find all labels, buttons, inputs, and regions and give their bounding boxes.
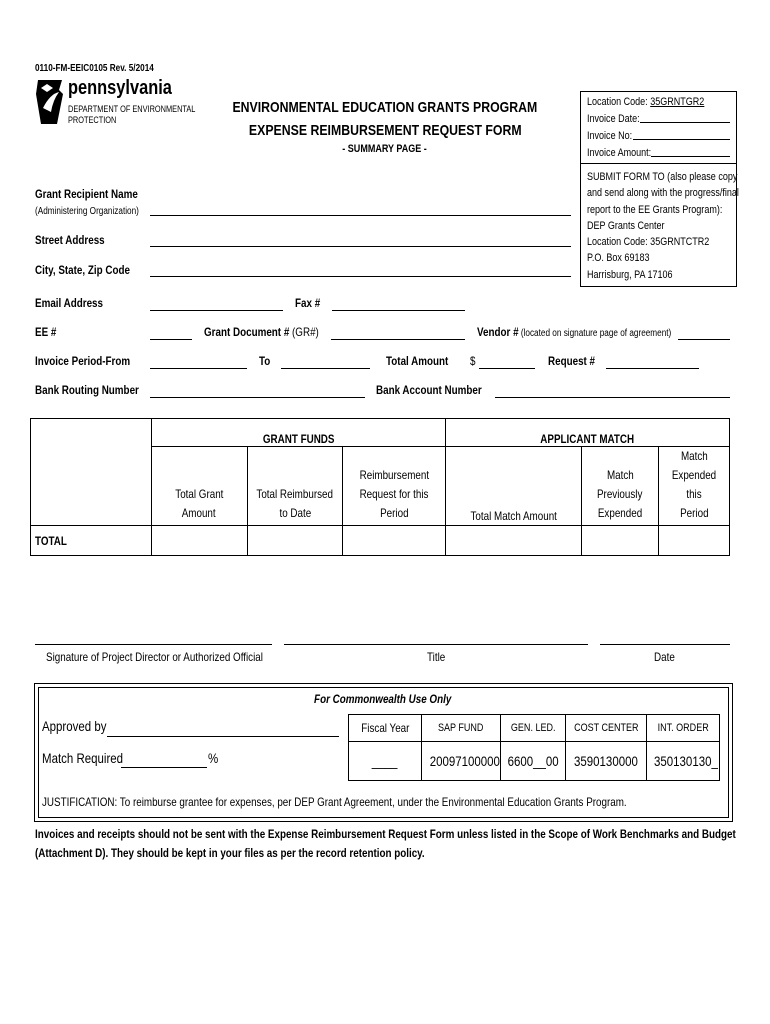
total-amount-field[interactable] — [479, 368, 535, 369]
commonwealth-heading: For Commonwealth Use Only — [313, 692, 452, 706]
fiscal-year-value[interactable]: ____ — [348, 741, 422, 781]
total-grant-cell[interactable] — [151, 526, 247, 556]
reimbursement-request-cell[interactable] — [343, 526, 446, 556]
grant-document-label: Grant Document # (GR#) — [204, 325, 319, 339]
email-label: Email Address — [35, 296, 103, 310]
grant-recipient-field[interactable] — [150, 215, 571, 216]
cost-center-header: COST CENTER — [565, 714, 647, 742]
match-expended-period-header: Match Expended this Period — [659, 447, 730, 526]
percent-sign: % — [208, 750, 219, 766]
grant-recipient-label: Grant Recipient Name — [35, 187, 138, 201]
invoice-amount-field[interactable] — [651, 156, 730, 157]
form-code: 0110-FM-EEIC0105 Rev. 5/2014 — [35, 63, 154, 74]
total-reimbursed-header: Total Reimbursed to Date — [247, 447, 343, 526]
fiscal-year-header: Fiscal Year — [348, 714, 422, 742]
int-order-value: 350130130_ — [646, 741, 720, 781]
city-state-zip-label: City, State, Zip Code — [35, 263, 130, 277]
match-previously-expended-header: Match Previously Expended — [582, 447, 659, 526]
approved-by-field[interactable] — [107, 736, 339, 737]
footer-note: Invoices and receipts should not be sent with the Expense Reimbursement Request Form unless listed in the Scope of Work Benchmarks and Budget (Attachment D). They should be kept in your files as per the record retention policy. — [35, 827, 736, 860]
invoice-period-to-label: To — [259, 354, 271, 368]
invoice-date-field[interactable] — [640, 122, 730, 123]
sap-fund-value: 20097100000 — [421, 741, 501, 781]
grant-recipient-sublabel: (Administering Organization) — [35, 206, 139, 217]
bank-routing-field[interactable] — [150, 397, 365, 398]
invoice-date-label: Invoice Date: — [587, 113, 640, 125]
signature-field[interactable] — [35, 644, 272, 645]
applicant-match-header: APPLICANT MATCH — [446, 419, 730, 447]
invoice-period-from-label: Invoice Period-From — [35, 354, 131, 368]
invoice-info: Location Code: 35GRNTGR2 Invoice Date: Invoice No: Invoice Amount: — [587, 94, 730, 162]
bank-account-field[interactable] — [495, 397, 730, 398]
location-code-value: 35GRNTGR2 — [650, 96, 705, 108]
email-field[interactable] — [150, 310, 283, 311]
grant-funds-header: GRANT FUNDS — [151, 419, 446, 447]
logo-wordmark: pennsylvania — [68, 77, 172, 99]
gen-led-header: GEN. LED. — [500, 714, 566, 742]
signature-label: Signature of Project Director or Authorized Official — [46, 650, 263, 664]
gen-led-value: 6600__00 — [500, 741, 566, 781]
match-previously-expended-cell[interactable] — [582, 526, 659, 556]
logo-department: DEPARTMENT OF ENVIRONMENTAL PROTECTION — [68, 104, 196, 125]
fax-field[interactable] — [332, 310, 465, 311]
request-number-label: Request # — [548, 354, 596, 368]
street-address-field[interactable] — [150, 246, 571, 247]
invoice-amount-label: Invoice Amount: — [587, 147, 652, 159]
date-field[interactable] — [600, 644, 730, 645]
pennsylvania-keystone-logo-icon — [35, 78, 65, 126]
total-amount-label: Total Amount — [386, 354, 449, 368]
invoice-period-from-field[interactable] — [150, 368, 247, 369]
street-address-label: Street Address — [35, 233, 105, 247]
vendor-label: Vendor # (located on signature page of agreement) — [477, 325, 672, 339]
ee-number-label: EE # — [35, 325, 57, 339]
invoice-no-label: Invoice No: — [587, 130, 633, 142]
reimbursement-request-header: Reimbursement Request for this Period — [343, 447, 446, 526]
total-grant-header: Total Grant Amount — [151, 447, 247, 526]
fax-label: Fax # — [295, 296, 321, 310]
submit-address: SUBMIT FORM TO (also please copy and send along with the progress/final report to the EE Grants Program): DEP Grants Center Location Code: 35GRNTCTR2 P.O. Box 69183 Harrisburg, PA 17106 — [587, 171, 739, 281]
invoice-no-field[interactable] — [633, 139, 730, 140]
match-required-field[interactable] — [121, 767, 207, 768]
bank-account-label: Bank Account Number — [376, 383, 482, 397]
city-state-zip-field[interactable] — [150, 276, 571, 277]
ee-number-field[interactable] — [150, 339, 192, 340]
form-subtitle: - SUMMARY PAGE - — [342, 143, 428, 155]
sap-fund-header: SAP FUND — [421, 714, 501, 742]
bank-routing-label: Bank Routing Number — [35, 383, 139, 397]
approved-by-label: Approved by — [42, 718, 107, 734]
justification-text: JUSTIFICATION: To reimburse grantee for expenses, per DEP Grant Agreement, under the Environmental Education Grants Program. — [42, 795, 627, 809]
cost-center-value: 3590130000 — [565, 741, 647, 781]
title-label: Title — [427, 650, 446, 664]
invoice-period-to-field[interactable] — [281, 368, 370, 369]
grant-funds-table — [30, 418, 730, 556]
match-expended-period-cell[interactable] — [659, 526, 730, 556]
request-number-field[interactable] — [606, 368, 699, 369]
total-reimbursed-cell[interactable] — [247, 526, 343, 556]
match-required-label: Match Required — [42, 750, 124, 766]
dollar-sign: $ — [470, 354, 476, 368]
date-label: Date — [654, 650, 675, 664]
total-row-label: TOTAL — [31, 526, 152, 556]
vendor-field[interactable] — [678, 339, 730, 340]
info-box-divider — [580, 163, 736, 164]
grant-document-field[interactable] — [331, 339, 465, 340]
total-match-cell[interactable] — [446, 526, 582, 556]
title-field[interactable] — [284, 644, 588, 645]
int-order-header: INT. ORDER — [646, 714, 720, 742]
form-title: ENVIRONMENTAL EDUCATION GRANTS PROGRAM EXPENSE REIMBURSEMENT REQUEST FORM — [232, 99, 538, 139]
total-match-header: Total Match Amount — [446, 447, 582, 526]
